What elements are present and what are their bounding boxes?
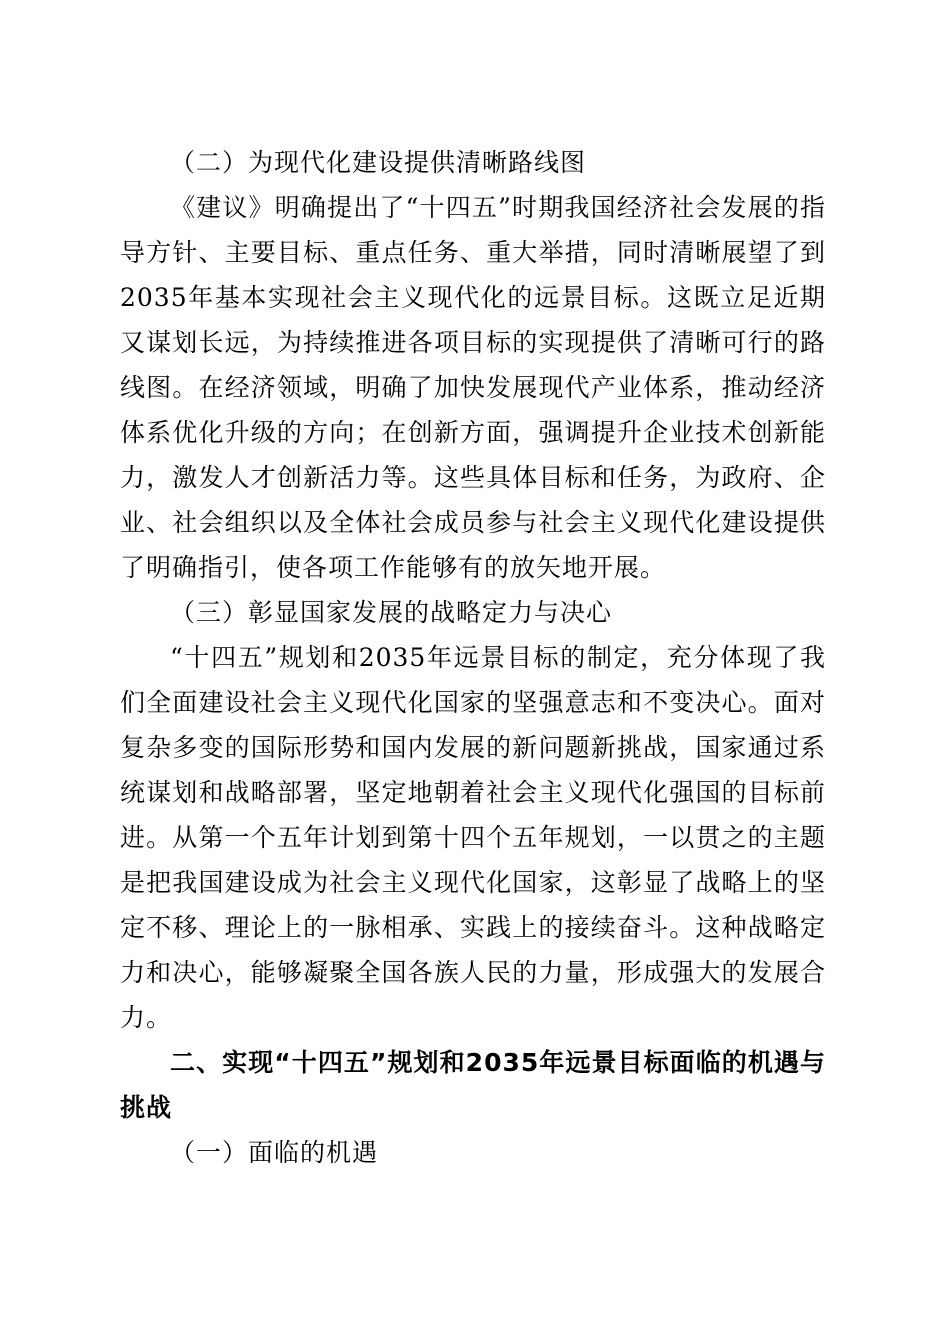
- section-heading-roadmap: （二）为现代化建设提供清晰路线图: [170, 148, 587, 177]
- section-heading-strategic-resolve: （三）彰显国家发展的战略定力与决心: [170, 598, 613, 627]
- document-body: [120, 140, 826, 1175]
- paragraph-roadmap: 《建议》明确提出了“十四五”时期我国经济社会发展的指导方针、主要目标、重点任务、重大举措，同时清晰展望了到2035年基本实现社会主义现代化的远景目标。这既立足近期又谋划长远，为持续推进各项目标的实现提供了清晰可行的路线图。在经济领域，明确了加快发展现代产业体系，推动经济体系优化升级的方向；在创新方面，强调提升企业技术创新能力，激发人才创新活力等。这些具体目标和任务，为政府、企业、社会组织以及全体社会成员参与社会主义现代化建设提供了明确指引，使各项工作能够有的放矢地开展。: [120, 193, 826, 582]
- paragraph-strategic-resolve: “十四五”规划和2035年远景目标的制定，充分体现了我们全面建设社会主义现代化国家的坚强意志和不变决心。面对复杂多变的国际形势和国内发展的新问题新挑战，国家通过系统谋划和战略部署，坚定地朝着社会主义现代化强国的目标前进。从第一个五年计划到第十四个五年规划，一以贯之的主题是把我国建设成为社会主义现代化国家，这彰显了战略上的坚定不移、理论上的一脉相承、实践上的接续奋斗。这种战略定力和决心，能够凝聚全国各族人民的力量，形成强大的发展合力。: [120, 643, 826, 1032]
- chapter-heading-opportunities-challenges: 二、实现“十四五”规划和2035年远景目标面临的机遇与挑战: [120, 1048, 826, 1122]
- section-heading-opportunities: （一）面临的机遇: [170, 1138, 379, 1167]
